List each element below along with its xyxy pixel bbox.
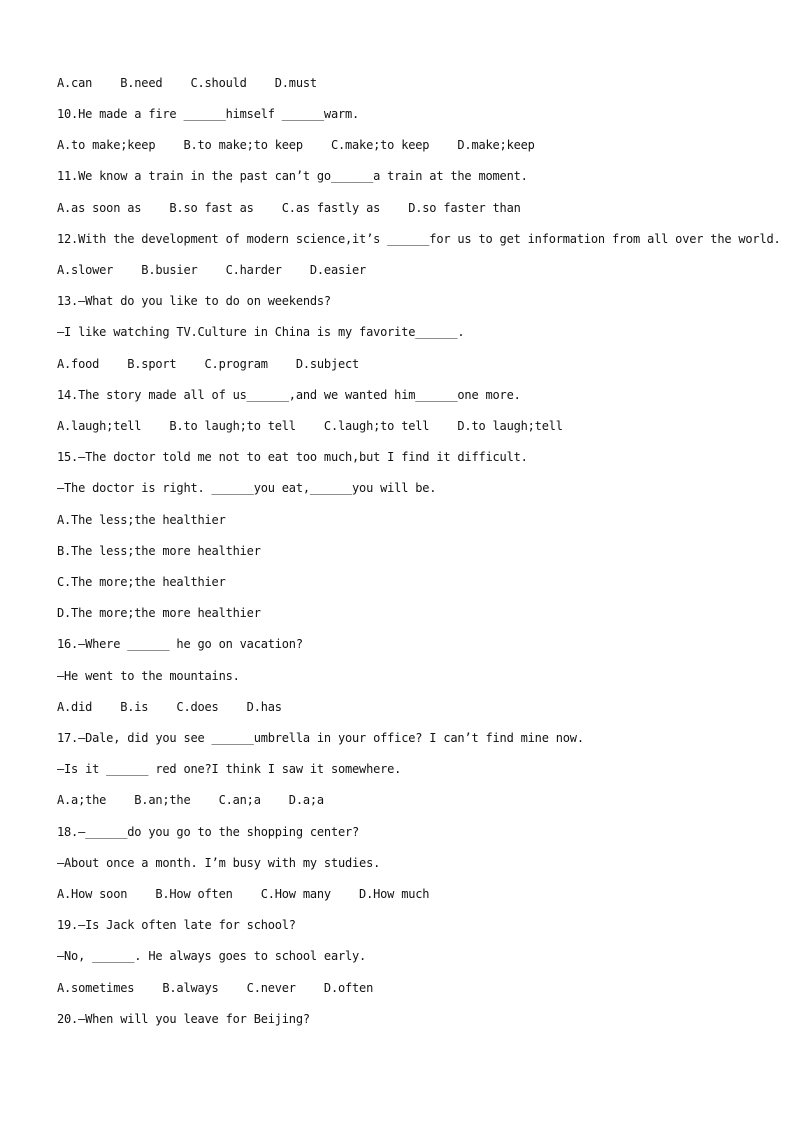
q9-options: A.can B.need C.should D.must <box>57 76 317 90</box>
q12-question: 12.With the development of modern science,it’s ______for us to get information from all over the world. <box>57 232 781 246</box>
q16-question: 16.—Where ______ he go on vacation? <box>57 637 303 651</box>
q15-question: 15.—The doctor told me not to eat too much,but I find it difficult. <box>57 450 528 464</box>
q15-option-a: A.The less;the healthier <box>57 513 226 527</box>
q15-option-c: C.The more;the healthier <box>57 575 226 589</box>
q13-question: 13.—What do you like to do on weekends? <box>57 294 331 308</box>
q13-reply: —I like watching TV.Culture in China is my favorite______. <box>57 325 465 339</box>
q17-question: 17.—Dale, did you see ______umbrella in your office? I can’t find mine now. <box>57 731 584 745</box>
q18-reply: —About once a month. I’m busy with my studies. <box>57 856 381 870</box>
q19-options: A.sometimes B.always C.never D.often <box>57 981 374 995</box>
q15-option-b: B.The less;the more healthier <box>57 544 261 558</box>
q14-options: A.laugh;tell B.to laugh;to tell C.laugh;to tell D.to laugh;tell <box>57 419 563 433</box>
q16-reply: —He went to the mountains. <box>57 669 240 683</box>
q19-reply: —No, ______. He always goes to school early. <box>57 949 367 963</box>
q17-options: A.a;the B.an;the C.an;a D.a;a <box>57 793 324 807</box>
q11-question: 11.We know a train in the past can’t go______a train at the moment. <box>57 169 528 183</box>
q15-option-d: D.The more;the more healthier <box>57 606 261 620</box>
q11-options: A.as soon as B.so fast as C.as fastly as D.so faster than <box>57 201 521 215</box>
q15-reply: —The doctor is right. ______you eat,______you will be. <box>57 481 437 495</box>
q12-options: A.slower B.busier C.harder D.easier <box>57 263 367 277</box>
q20-question: 20.—When will you leave for Beijing? <box>57 1012 310 1026</box>
q10-options: A.to make;keep B.to make;to keep C.make;to keep D.make;keep <box>57 138 535 152</box>
q14-question: 14.The story made all of us______,and we wanted him______one more. <box>57 388 521 402</box>
q10-question: 10.He made a fire ______himself ______warm. <box>57 107 360 121</box>
q17-reply: —Is it ______ red one?I think I saw it somewhere. <box>57 762 402 776</box>
q18-question: 18.—______do you go to the shopping center? <box>57 825 360 839</box>
q18-options: A.How soon B.How often C.How many D.How much <box>57 887 430 901</box>
q13-options: A.food B.sport C.program D.subject <box>57 357 360 371</box>
q16-options: A.did B.is C.does D.has <box>57 700 282 714</box>
q19-question: 19.—Is Jack often late for school? <box>57 918 296 932</box>
